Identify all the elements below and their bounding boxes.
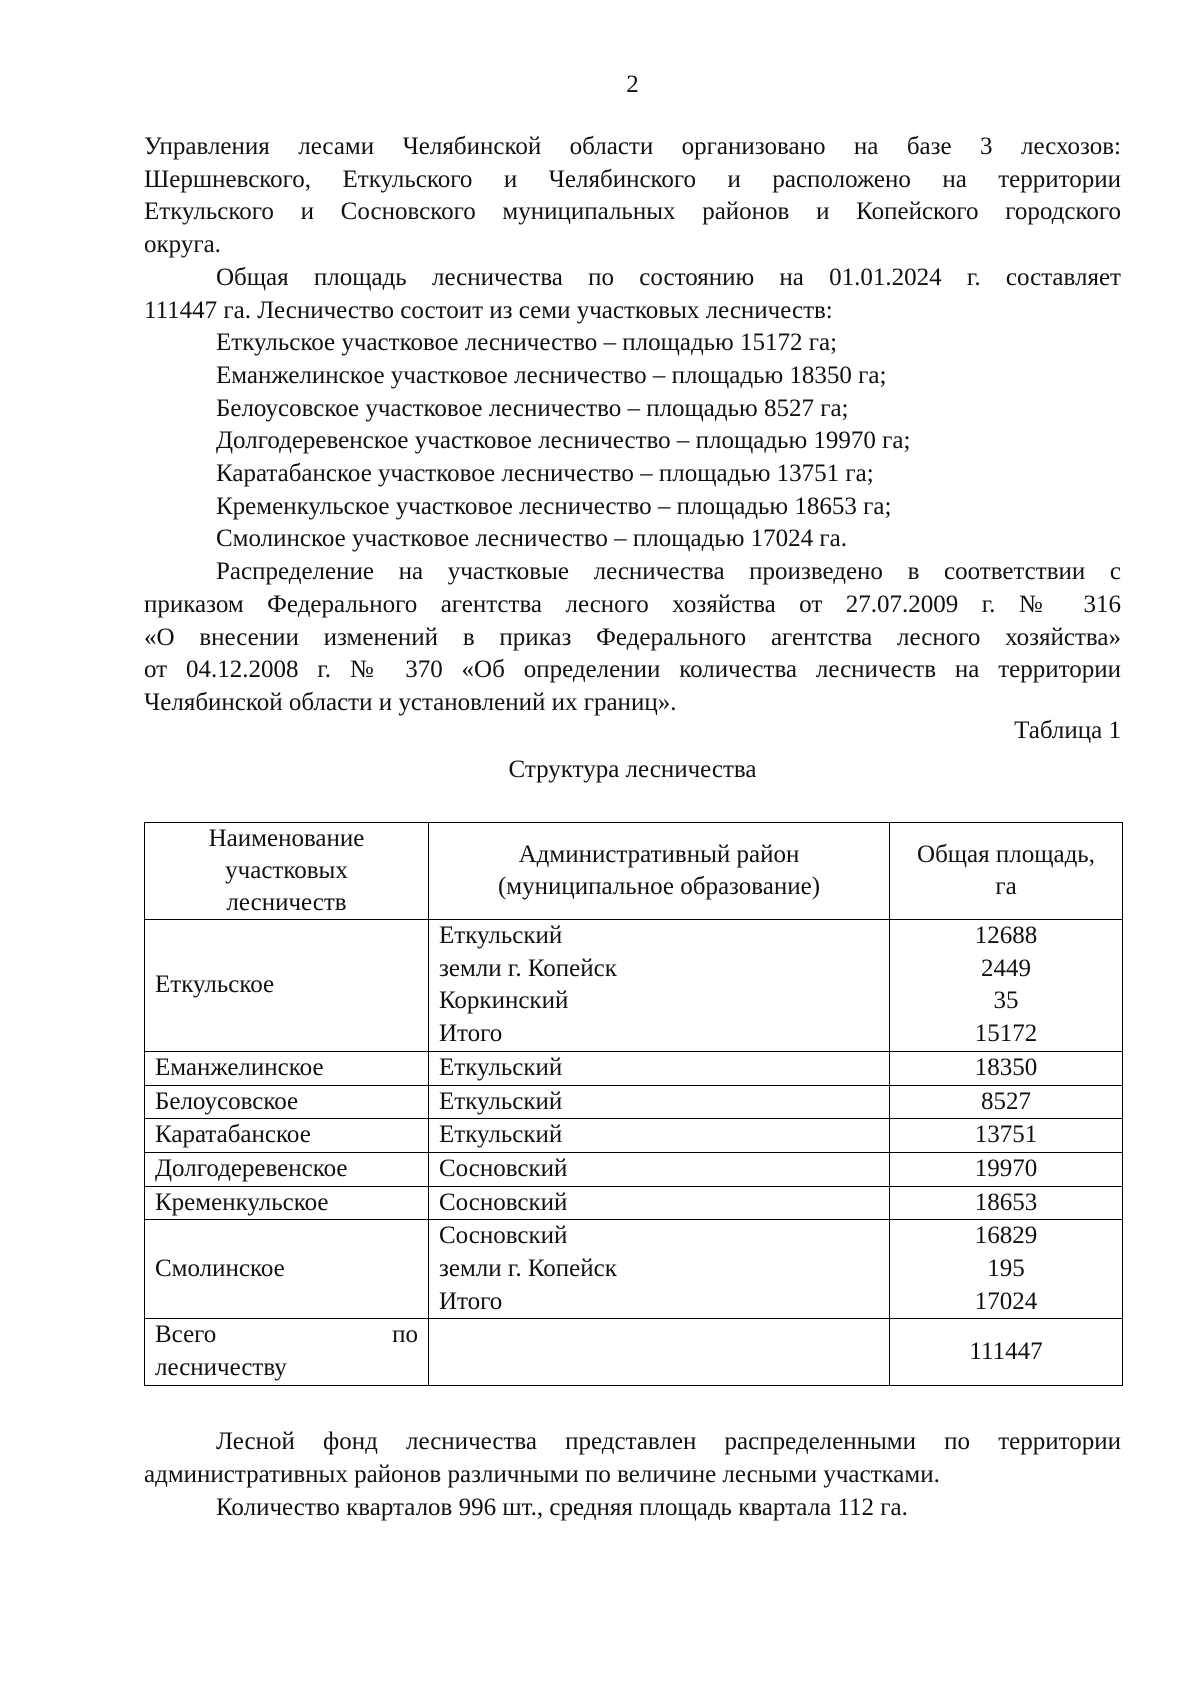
district-cell: Сосновский bbox=[429, 1186, 890, 1220]
list-item: Кременкульское участковое лесничество – площадью 18653 га; bbox=[216, 492, 892, 520]
table-row bbox=[145, 1119, 1123, 1153]
list-item: Еткульское участковое лесничество – площадью 15172 га; bbox=[216, 329, 838, 357]
table-caption: Таблица 1 bbox=[1014, 717, 1121, 744]
text-line: приказом Федерального агентства лесного хозяйства от 27.07.2009 г. № 316 bbox=[144, 590, 1121, 618]
text-line: 111447 га. Лесничество состоит из семи участковых лесничеств: bbox=[144, 296, 833, 324]
list-item: Белоусовское участковое лесничество – площадью 8527 га; bbox=[216, 394, 849, 422]
district-cell: Еткульский bbox=[429, 1119, 890, 1153]
total-area: 111447 bbox=[890, 1319, 1123, 1385]
page-number: 2 bbox=[626, 71, 639, 98]
district-cell: Еткульский bbox=[429, 1051, 890, 1085]
document-body-after-table bbox=[144, 1425, 1121, 1524]
table-row bbox=[145, 1051, 1123, 1085]
table-row bbox=[145, 920, 1123, 1052]
area-cell: 16829 195 17024 bbox=[890, 1220, 1123, 1319]
table-total-row bbox=[145, 1319, 1123, 1385]
text-line: от 04.12.2008 г. № 370 «Об определении количества лесничеств на территории bbox=[144, 656, 1121, 684]
paragraph-intro bbox=[144, 131, 1121, 262]
text-line: Еткульского и Сосновского муниципальных районов и Копейского городского bbox=[144, 198, 1121, 226]
forestry-name: Каратабанское bbox=[145, 1119, 429, 1153]
district-cell: Сосновский bbox=[429, 1152, 890, 1186]
list-item: Еманжелинское участковое лесничество – площадью 18350 га; bbox=[216, 361, 887, 389]
paragraph-total-area bbox=[144, 262, 1121, 327]
list-item: Смолинское участковое лесничество – площадью 17024 га. bbox=[216, 525, 847, 553]
table-row bbox=[145, 1085, 1123, 1119]
area-cell: 18653 bbox=[890, 1186, 1123, 1220]
forestry-list bbox=[144, 327, 1121, 556]
forestry-name: Кременкульское bbox=[145, 1186, 429, 1220]
forestry-name: Еманжелинское bbox=[145, 1051, 429, 1085]
district-cell: Еткульский bbox=[429, 1085, 890, 1119]
total-district-empty bbox=[429, 1319, 890, 1385]
text-line: Шершневского, Еткульского и Челябинского и расположено на территории bbox=[144, 165, 1121, 193]
area-cell: 8527 bbox=[890, 1085, 1123, 1119]
text-line: округа. bbox=[144, 231, 221, 259]
district-cell: Еткульский земли г. Копейск Коркинский Итого bbox=[429, 920, 890, 1052]
header-district: Административный район (муниципальное образование) bbox=[429, 823, 890, 920]
table-row bbox=[145, 1220, 1123, 1319]
text-line: Управления лесами Челябинской области организовано на базе 3 лесхозов: bbox=[144, 133, 1121, 160]
table-header-row bbox=[145, 823, 1123, 920]
text-line: «О внесении изменений в приказ Федерального агентства лесного хозяйства» bbox=[144, 623, 1121, 651]
text-line: Общая площадь лесничества по состоянию на 01.01.2024 г. составляет bbox=[216, 263, 1121, 291]
text-line: Распределение на участковые лесничества произведено в соответствии с bbox=[216, 558, 1121, 586]
header-area: Общая площадь, га bbox=[890, 823, 1123, 920]
forestry-name: Еткульское bbox=[145, 920, 429, 1052]
text-line: Лесной фонд лесничества представлен распределенными по территории bbox=[216, 1428, 1121, 1455]
forestry-name: Долгодеревенское bbox=[145, 1152, 429, 1186]
forestry-name: Смолинское bbox=[145, 1220, 429, 1319]
total-label: Всего по лесничеству bbox=[145, 1319, 429, 1385]
text-line: Количество кварталов 996 шт., средняя площадь квартала 112 га. bbox=[216, 1494, 908, 1521]
table-title: Структура лесничества bbox=[508, 756, 757, 783]
area-cell: 19970 bbox=[890, 1152, 1123, 1186]
document-body bbox=[144, 131, 1121, 720]
list-item: Каратабанское участковое лесничество – площадью 13751 га; bbox=[216, 460, 874, 488]
area-cell: 13751 bbox=[890, 1119, 1123, 1153]
text-line: Челябинской области и установлений их границ». bbox=[144, 688, 677, 716]
table-row bbox=[145, 1186, 1123, 1220]
paragraph-distribution bbox=[144, 556, 1121, 720]
list-item: Долгодеревенское участковое лесничество – площадью 19970 га; bbox=[216, 427, 911, 455]
header-name: Наименование участковых лесничеств bbox=[145, 823, 429, 920]
forestry-name: Белоусовское bbox=[145, 1085, 429, 1119]
forestry-structure-table bbox=[144, 822, 1123, 1386]
area-cell: 18350 bbox=[890, 1051, 1123, 1085]
text-line: административных районов различными по величине лесными участками. bbox=[144, 1461, 940, 1488]
area-cell: 12688 2449 35 15172 bbox=[890, 920, 1123, 1052]
district-cell: Сосновский земли г. Копейск Итого bbox=[429, 1220, 890, 1319]
table-row bbox=[145, 1152, 1123, 1186]
